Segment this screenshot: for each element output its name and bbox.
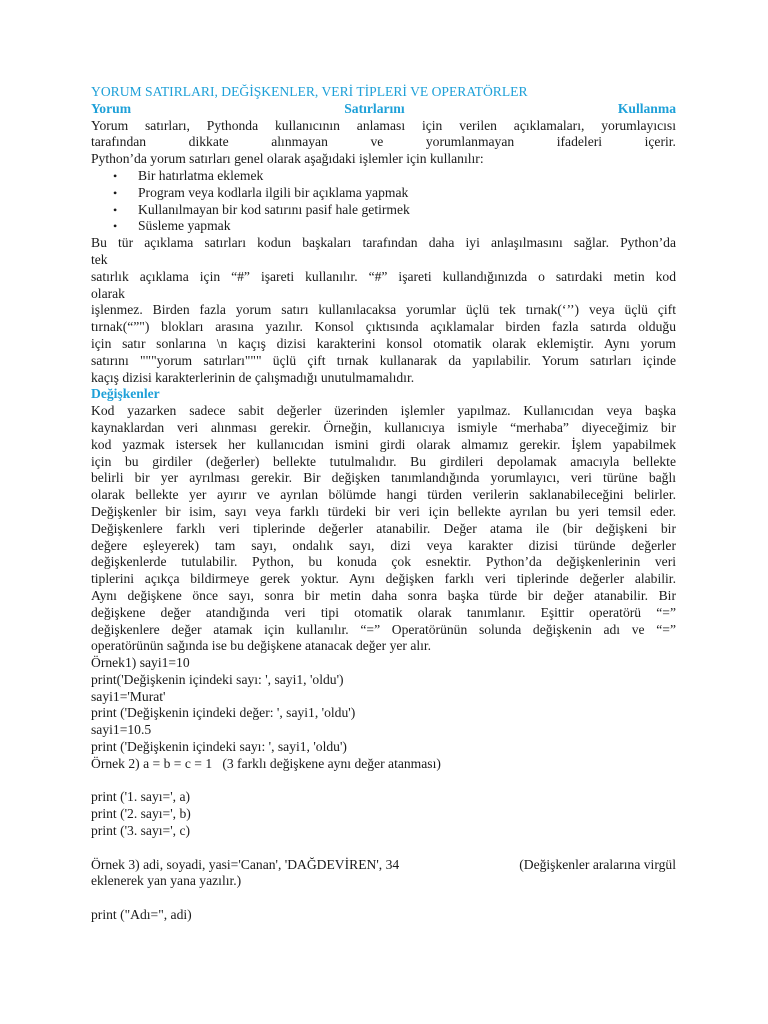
text-line: satırlık açıklama için “#” işareti kullanılır. “#” işareti kullandığınızda o satırdaki metin kod [91, 268, 676, 284]
paragraph-degiskenler [91, 403, 676, 655]
example-2-line: Örnek 2) a = b = c = 1 (3 farklı değişkene aynı değer atanması) [91, 755, 441, 771]
intro-line: Python’da yorum satırları genel olarak aşağıdaki işlemler için kullanılır: [91, 151, 484, 167]
code-line: print('Değişkenin içindeki sayı: ', sayi1, 'oldu') [91, 671, 344, 687]
heading-word: Yorum [91, 100, 132, 116]
word: yorumlanmayan [425, 134, 515, 150]
text-line: Kod yazarken sadece sabit değerler üzerinden işlemler yapılmaz. Kullanıcıdan veya başka [91, 403, 676, 419]
text-line: için bu girdiler (değerler) bellekte tutulmalıdır. Bu girdileri depolamak amacıyla bellekte [91, 453, 676, 469]
text-line: Bu tür açıklama satırları kodun başkaları tarafından daha iyi anlaşılmasını sağlar. Python’da [91, 235, 676, 251]
text-line: olarak [91, 285, 125, 301]
code-line: print ('2. sayı=', b) [91, 806, 191, 822]
text-line: değişkene değer atandığında veri tipi otomatik olarak tanımlanır. Eşittir operatörü “=” [91, 604, 676, 620]
heading-word: Satırlarını [344, 100, 405, 116]
code-line: print ('Değişkenin içindeki sayı: ', sayi1, 'oldu') [91, 739, 347, 755]
word: içerir. [644, 134, 676, 150]
list-item-text: Bir hatırlatma eklemek [138, 167, 264, 183]
text-line: operatörünün sağında ise bu değişkene atanacak değer yer alır. [91, 638, 432, 654]
word: tarafından [91, 134, 147, 150]
intro-line: Yorum satırları, Pythonda kullanıcının anlaması için verilen açıklamaları, yorumlayıcısı [91, 117, 676, 133]
code-line: print ('3. sayı=', c) [91, 823, 191, 839]
blank-line [91, 890, 676, 907]
example-3-line [91, 857, 676, 874]
list-item [91, 185, 676, 202]
text-line: değişkenlerde tutulabilir. Python, bu konuda çok esnektir. Python’da değişkenlerinin veri [91, 554, 676, 570]
text-line: Değişkenler bir isim, sayı veya farklı türdeki bir veri için bellekte ayrılan bu yeri temsil eder. [91, 503, 676, 519]
text-line: değere eşleyerek) tam sayı, ondalık sayı, dizi veya karakter dizisi türünde değerler [91, 537, 676, 553]
word: dikkate [188, 134, 229, 150]
intro-line-spread [91, 134, 676, 151]
word: alınmayan [271, 134, 328, 150]
list-item-text: Süsleme yapmak [138, 218, 231, 234]
code-line: sayi1='Murat' [91, 688, 166, 704]
section-heading-yorum [91, 101, 676, 118]
example-3-note-continued: eklenerek yan yana yazılır.) [91, 873, 242, 889]
code-line: print ('1. sayı=', a) [91, 789, 191, 805]
bullet-icon: • [113, 168, 118, 183]
text-line: olarak bellekte yer ayırır ve ayrılan bölümde hangi türden verilerin saklanabileceğini belirler. [91, 487, 676, 503]
paragraph-yorum [91, 235, 676, 386]
heading-word: Kullanma [617, 100, 676, 116]
list-item [91, 168, 676, 185]
blank-line [91, 840, 676, 857]
list-item [91, 202, 676, 219]
example-1 [91, 655, 676, 756]
code-line: sayi1=10.5 [91, 722, 152, 738]
word: ve [370, 134, 384, 150]
text-line: satırını """yorum satırları""" üçlü çift tırnak kullanarak da yapılabilir. Yorum satırları içinde [91, 352, 676, 368]
bullet-icon: • [113, 219, 118, 234]
list-item [91, 218, 676, 235]
word: ifadeleri [556, 134, 603, 150]
list-item-text: Program veya kodlarla ilgili bir açıklama yapmak [138, 184, 409, 200]
text-line: belirli bir yer ayrılması gerekir. Bir değişken tanımlandığında yorumlayıcı, veri türüne bağlı [91, 470, 676, 486]
text-line: kaynaklardan veri alınması gerekir. Örneğin, kullanıcıya ismiyle “merhaba” diyeceğimiz bir [91, 419, 676, 435]
text-line: tiplerini açıkça bildirmeye gerek yoktur. Aynı değişken farklı veri tiplerinde değerler alabilir. [91, 571, 676, 587]
document-page [91, 84, 676, 924]
example-3-code: Örnek 3) adi, soyadi, yasi='Canan', 'DAĞDEVİREN', 34 [91, 856, 400, 872]
text-line: işlenmez. Birden fazla yorum satırı kullanılacaksa yorumlar üçlü tek tırnak(‘’’) veya üçlü çift [91, 302, 676, 318]
section-heading-degiskenler: Değişkenler [91, 386, 160, 402]
text-line: için satır sonlarına \n kaçış dizisi karakterini konsol otomatik olarak eklemiştir. Aynı yorum [91, 335, 676, 351]
code-line: print ('Değişkenin içindeki değer: ', sayi1, 'oldu') [91, 705, 356, 721]
text-line: Aynı değişkene önce sayı, sonra bir metin daha sonra başka türde bir değer atanabilir. Bir [91, 587, 676, 603]
blank-line [91, 773, 676, 790]
text-line: tırnak(“”") blokları arasına yazılır. Konsol çıktısında açıklamalar birden fazla satırda olduğu [91, 319, 676, 335]
bullet-list [91, 168, 676, 235]
text-line: kod yazmak istersek her kullanıcıdan ismini girdi olarak almamız gerekir. İşlem yapabilmek [91, 436, 676, 452]
text-line: değişkenlere değer atamak için kullanılır. “=” Operatörünün solunda değişkenin adı ve “=” [91, 621, 676, 637]
list-item-text: Kullanılmayan bir kod satırını pasif hale getirmek [138, 201, 410, 217]
bullet-icon: • [113, 202, 118, 217]
text-line: Değişkenlere farklı veri tiplerinde değerler atanabilir. Değer atama ile (bir değişkeni bir [91, 520, 676, 536]
bullet-icon: • [113, 185, 118, 200]
text-line: kaçış dizisi karakterlerinin de çalışmadığı unutulmamalıdır. [91, 369, 415, 385]
text-line: tek [91, 251, 108, 267]
example-2-code [91, 789, 676, 839]
document-title: YORUM SATIRLARI, DEĞİŞKENLER, VERİ TİPLERİ VE OPERATÖRLER [91, 84, 528, 99]
code-line: Örnek1) sayi1=10 [91, 655, 190, 671]
example-3-note: (Değişkenler aralarına virgül [519, 856, 676, 872]
final-code-line: print ("Adı=", adi) [91, 907, 192, 923]
